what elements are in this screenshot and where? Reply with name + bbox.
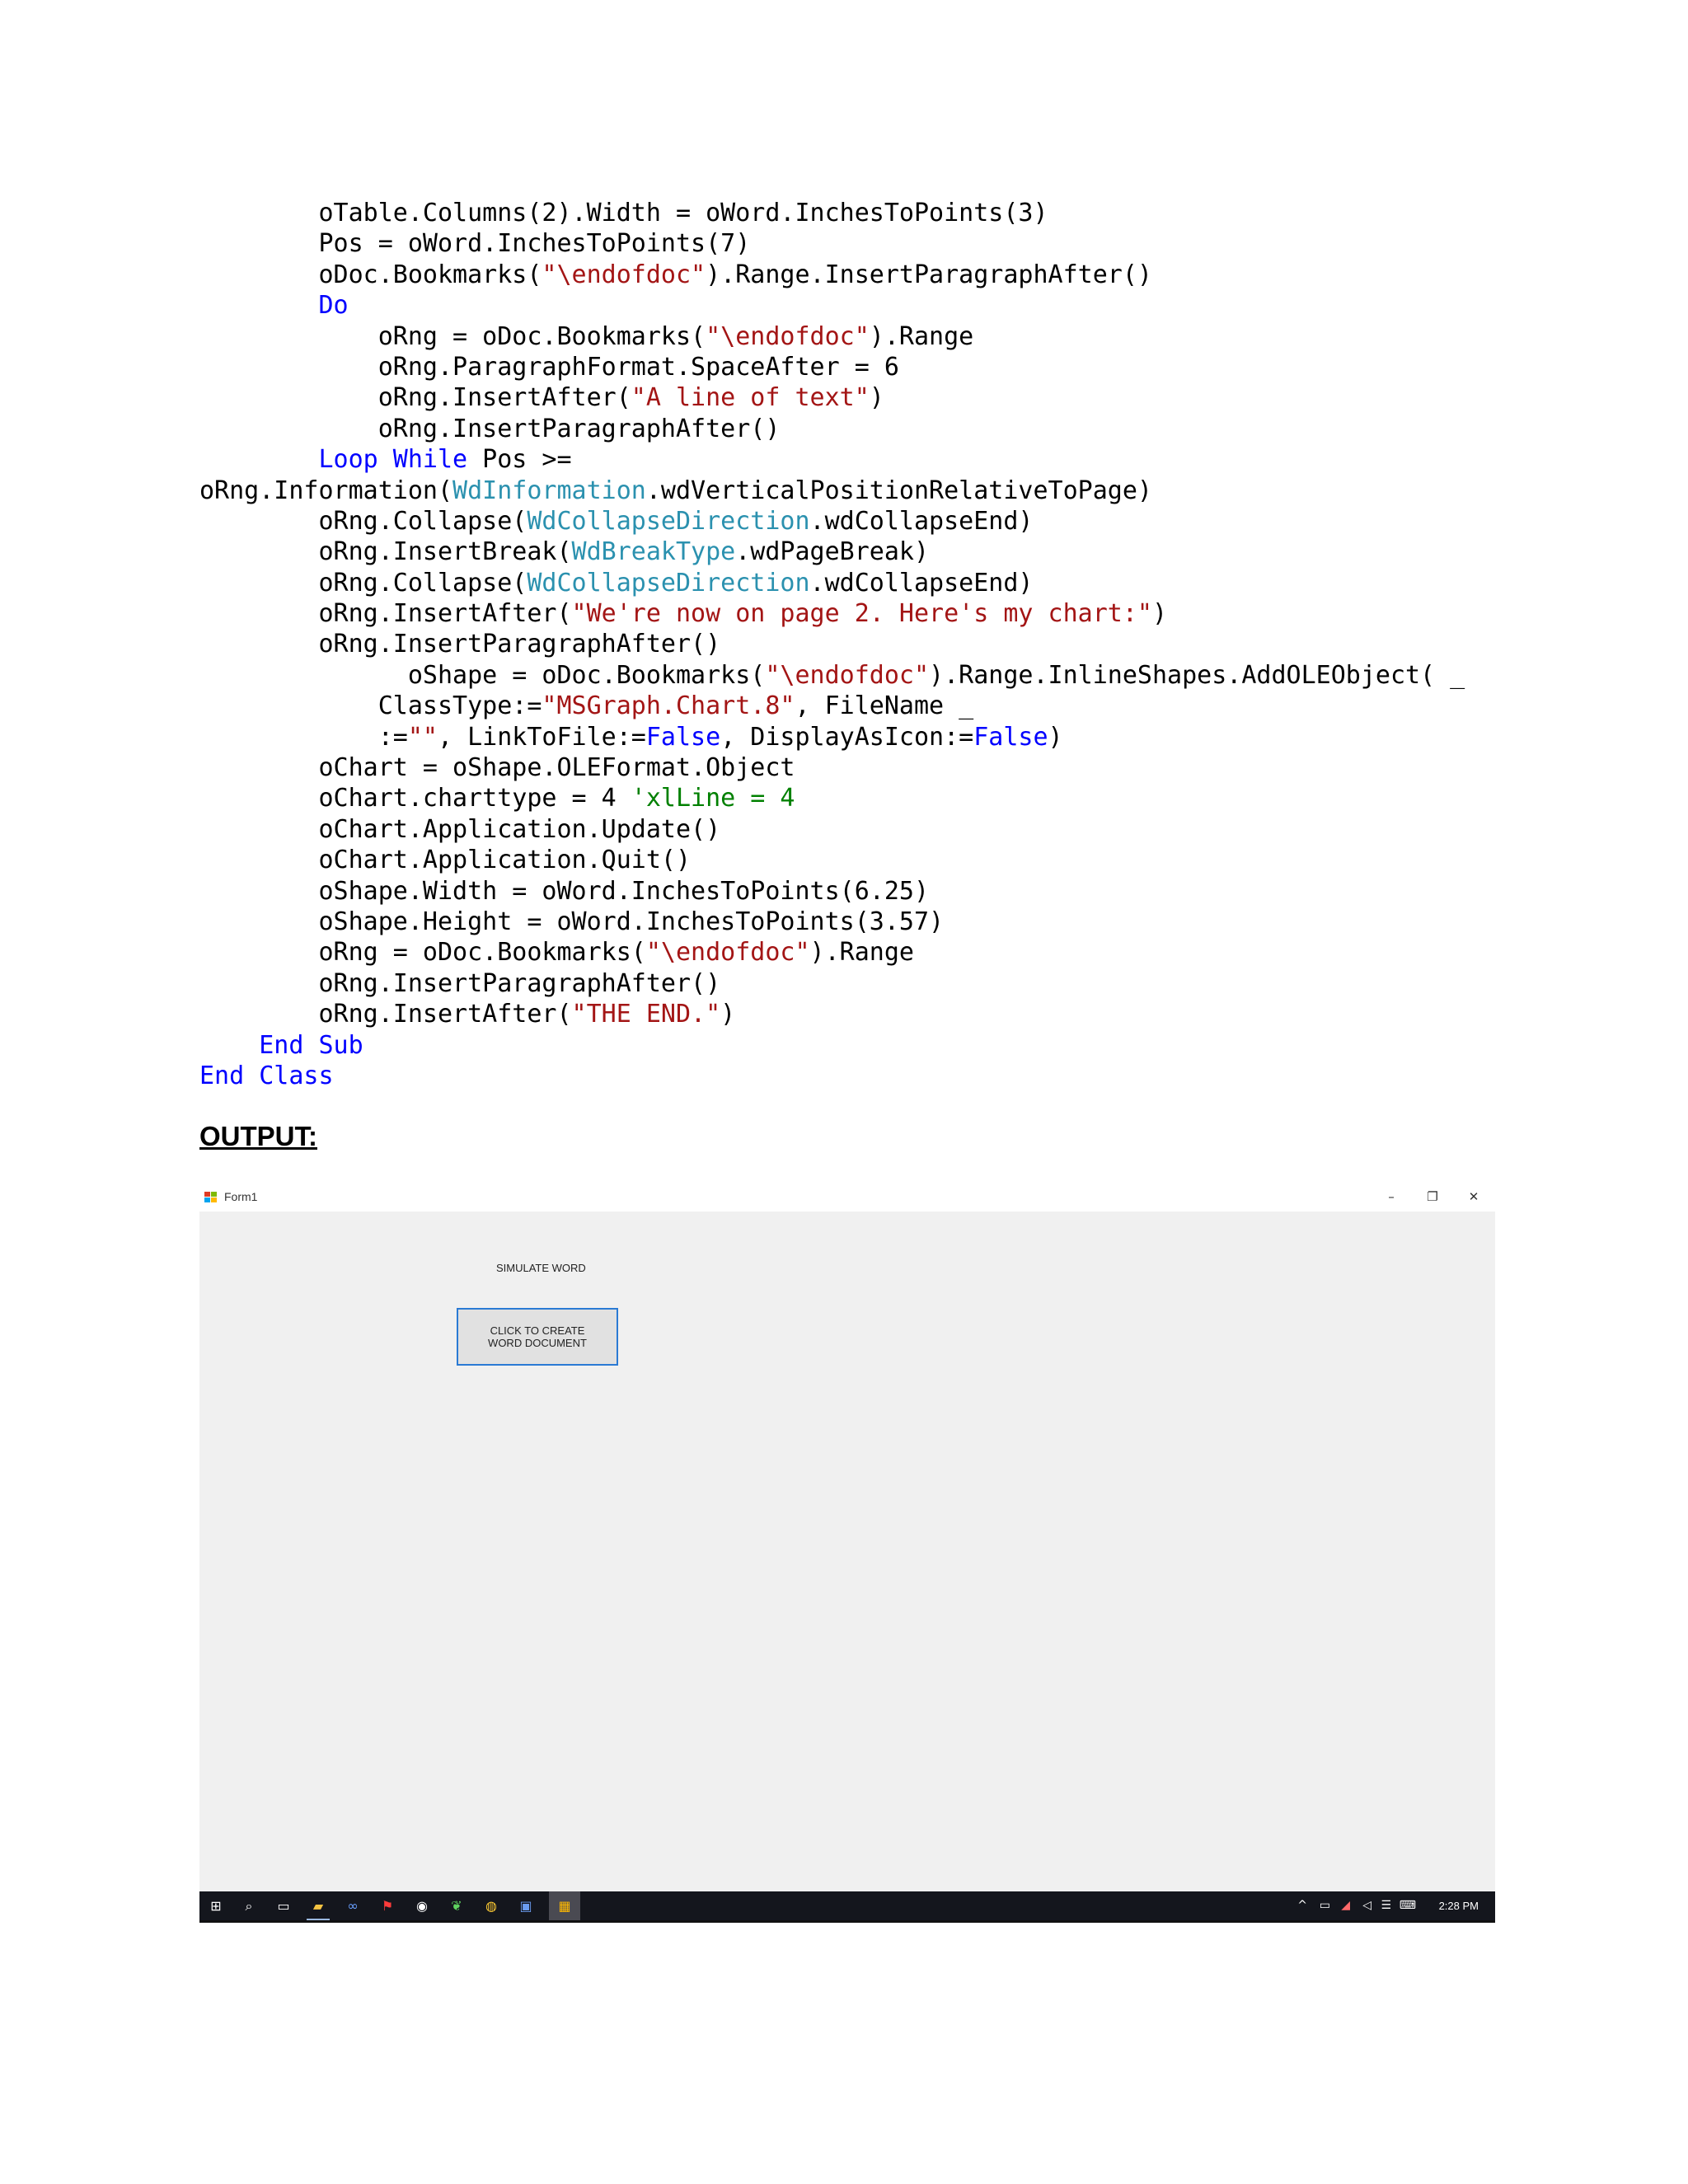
code-token: .wdVerticalPositionRelativeToPage) bbox=[645, 476, 1152, 505]
code-token bbox=[199, 445, 319, 474]
code-token: oTable.Columns(2).Width = oWord.InchesToPoints(3) bbox=[199, 199, 1048, 227]
close-icon[interactable]: ✕ bbox=[1468, 1189, 1479, 1204]
code-listing bbox=[199, 198, 1465, 1091]
code-token: Loop While bbox=[318, 445, 468, 475]
code-token: oRng.InsertParagraphAfter() bbox=[199, 414, 781, 443]
output-heading: OUTPUT: bbox=[199, 1121, 317, 1151]
volume-muted-icon[interactable]: ◁ bbox=[1362, 1899, 1372, 1912]
code-token: WdInformation bbox=[452, 476, 646, 505]
code-token: Do bbox=[318, 291, 349, 321]
code-line bbox=[199, 290, 1465, 321]
code-token: oRng.InsertAfter( bbox=[199, 599, 572, 629]
code-line bbox=[199, 999, 1465, 1029]
minimize-icon[interactable]: – bbox=[1388, 1189, 1395, 1204]
app-infinity-icon[interactable]: ∞ bbox=[347, 1898, 359, 1914]
title-bar bbox=[199, 1183, 1495, 1212]
code-token: oDoc.Bookmarks( bbox=[199, 260, 542, 289]
search-icon[interactable]: ⌕ bbox=[245, 1898, 253, 1914]
keyboard-icon[interactable]: ⌨ bbox=[1399, 1899, 1416, 1912]
create-word-document-button[interactable]: CLICK TO CREATE WORD DOCUMENT bbox=[457, 1308, 618, 1366]
code-token: oRng.Information( bbox=[199, 476, 453, 505]
code-token: oChart.Application.Quit() bbox=[199, 846, 692, 875]
code-line bbox=[199, 568, 1465, 598]
code-token: "MSGraph.Chart.8" bbox=[542, 691, 795, 721]
code-line bbox=[199, 968, 1465, 999]
code-token: , LinkToFile:= bbox=[438, 722, 646, 752]
form-app-icon-taskbar[interactable]: ▦ bbox=[558, 1898, 571, 1914]
window-title: Form1 bbox=[224, 1190, 258, 1203]
code-token: oRng.Collapse( bbox=[199, 506, 528, 536]
code-line bbox=[199, 1030, 1465, 1061]
code-token: oChart = oShape.OLEFormat.Object bbox=[199, 753, 795, 783]
code-token: oRng.Collapse( bbox=[199, 568, 528, 598]
code-line bbox=[199, 1061, 1465, 1091]
form-body bbox=[203, 1212, 1495, 1885]
network-icon[interactable]: ◢ bbox=[1341, 1899, 1350, 1912]
code-token: False bbox=[645, 722, 721, 752]
code-token: , FileName _ bbox=[795, 691, 974, 721]
screenshot-bottom-border bbox=[199, 1920, 1495, 1923]
code-token: oRng.InsertAfter( bbox=[199, 383, 631, 413]
taskbar-clock[interactable]: 2:28 PM bbox=[1438, 1900, 1479, 1912]
code-token: "" bbox=[407, 722, 438, 752]
code-token: oRng.InsertBreak( bbox=[199, 537, 572, 567]
code-line bbox=[199, 629, 1465, 659]
code-line bbox=[199, 444, 1465, 475]
code-token: ).Range bbox=[809, 938, 914, 968]
show-hidden-icons-icon[interactable]: ^ bbox=[1297, 1899, 1307, 1912]
code-token: oRng = oDoc.Bookmarks( bbox=[199, 321, 706, 351]
code-token: ).Range.InsertParagraphAfter() bbox=[706, 260, 1152, 289]
word-icon[interactable]: ▣ bbox=[519, 1898, 532, 1914]
code-token: "\endofdoc" bbox=[706, 321, 870, 351]
code-token: WdCollapseDirection bbox=[527, 506, 810, 536]
code-token: WdBreakType bbox=[571, 537, 736, 567]
action-center-icon[interactable]: ☰ bbox=[1381, 1899, 1391, 1912]
code-token: ClassType:= bbox=[199, 691, 542, 721]
code-line bbox=[199, 321, 1465, 352]
code-line bbox=[199, 598, 1465, 629]
code-token: ).Range bbox=[869, 321, 974, 351]
code-token: ).Range.InlineShapes.AddOLEObject( _ bbox=[929, 660, 1465, 690]
form-window-screenshot bbox=[199, 1183, 1495, 1921]
code-line bbox=[199, 414, 1465, 444]
acrobat-icon[interactable]: ⚑ bbox=[381, 1898, 394, 1914]
simulate-word-label: SIMULATE WORD bbox=[496, 1262, 586, 1274]
task-view-icon[interactable]: ▭ bbox=[277, 1898, 290, 1914]
code-token: .wdPageBreak) bbox=[735, 537, 930, 567]
code-token: oShape.Width = oWord.InchesToPoints(6.25) bbox=[199, 876, 930, 906]
taskbar bbox=[199, 1891, 1495, 1921]
code-line bbox=[199, 506, 1465, 537]
battery-icon[interactable]: ▭ bbox=[1319, 1899, 1330, 1912]
code-line bbox=[199, 198, 1465, 228]
code-token: oRng.ParagraphFormat.SpaceAfter = 6 bbox=[199, 352, 899, 382]
app-leaf-icon[interactable]: ❦ bbox=[451, 1898, 462, 1914]
code-token: oRng.InsertParagraphAfter() bbox=[199, 968, 721, 998]
code-token: oRng.InsertAfter( bbox=[199, 1000, 572, 1029]
chrome-icon[interactable]: ◍ bbox=[485, 1898, 497, 1914]
code-line bbox=[199, 722, 1465, 752]
code-line bbox=[199, 876, 1465, 907]
code-token: Pos = oWord.InchesToPoints(7) bbox=[199, 229, 751, 259]
code-line bbox=[199, 260, 1465, 290]
form-app-icon bbox=[204, 1192, 217, 1202]
code-token: "We're now on page 2. Here's my chart:" bbox=[571, 599, 1152, 629]
code-line bbox=[199, 691, 1465, 721]
code-token: ) bbox=[720, 1000, 736, 1029]
windows-start-icon[interactable]: ⊞ bbox=[210, 1898, 222, 1914]
code-token: "\endofdoc" bbox=[765, 660, 930, 690]
code-token: oChart.Application.Update() bbox=[199, 814, 721, 844]
code-line bbox=[199, 752, 1465, 783]
code-token: End Sub bbox=[259, 1030, 363, 1060]
app-circle-icon[interactable]: ◉ bbox=[416, 1898, 428, 1914]
code-token: Pos >= bbox=[467, 445, 572, 475]
code-token: oChart.charttype = 4 bbox=[199, 784, 631, 813]
code-token: End Class bbox=[199, 1061, 334, 1090]
file-explorer-icon[interactable]: ▰ bbox=[312, 1898, 324, 1914]
code-line bbox=[199, 537, 1465, 567]
code-token: "\endofdoc" bbox=[645, 938, 810, 968]
code-token: := bbox=[199, 722, 408, 752]
code-token: 'xlLine = 4 bbox=[631, 784, 795, 813]
code-token: WdCollapseDirection bbox=[527, 568, 810, 598]
code-token: oShape.Height = oWord.InchesToPoints(3.57) bbox=[199, 907, 945, 936]
code-token: .wdCollapseEnd) bbox=[809, 568, 1034, 598]
code-line bbox=[199, 382, 1465, 413]
code-token: "\endofdoc" bbox=[542, 260, 706, 289]
code-token: oRng = oDoc.Bookmarks( bbox=[199, 938, 646, 968]
restore-icon[interactable]: ❐ bbox=[1427, 1189, 1438, 1204]
code-token: .wdCollapseEnd) bbox=[809, 506, 1034, 536]
code-line bbox=[199, 476, 1465, 506]
code-line bbox=[199, 845, 1465, 875]
code-line bbox=[199, 937, 1465, 968]
code-line bbox=[199, 660, 1465, 691]
code-line bbox=[199, 814, 1465, 845]
code-line bbox=[199, 228, 1465, 259]
code-token: oShape = oDoc.Bookmarks( bbox=[199, 660, 766, 690]
code-token: ) bbox=[869, 383, 884, 413]
code-line bbox=[199, 907, 1465, 937]
code-line bbox=[199, 783, 1465, 813]
code-token: oRng.InsertParagraphAfter() bbox=[199, 630, 721, 659]
code-token: False bbox=[973, 722, 1048, 752]
code-token bbox=[199, 1031, 259, 1060]
code-token bbox=[199, 291, 319, 320]
code-token: ) bbox=[1048, 722, 1063, 752]
code-token: "A line of text" bbox=[631, 383, 870, 413]
code-line bbox=[199, 352, 1465, 382]
code-token: , DisplayAsIcon:= bbox=[720, 722, 974, 752]
code-token: ) bbox=[1151, 599, 1168, 629]
code-token: "THE END." bbox=[571, 1000, 721, 1029]
